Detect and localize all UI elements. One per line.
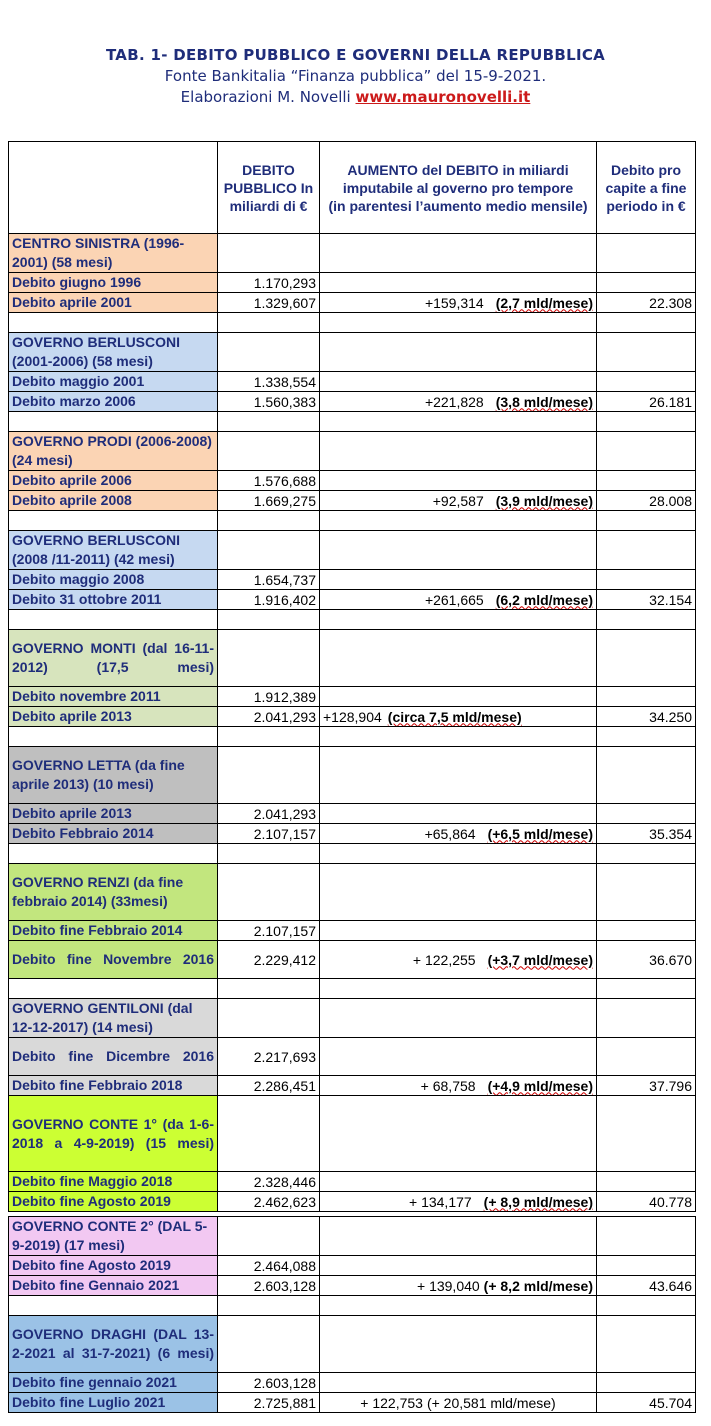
debt-value: 2.603,128 — [218, 1276, 320, 1296]
debt-value: 2.107,157 — [218, 824, 320, 844]
gov-title-row — [9, 234, 696, 273]
gov-title-row — [9, 747, 696, 804]
credit-line — [0, 88, 711, 106]
increase-value: +261,665 — [424, 591, 484, 608]
increase-value: +92,587 — [432, 492, 484, 509]
pro-capite-value: 36.670 — [597, 941, 696, 979]
debt-value: 2.286,451 — [218, 1076, 320, 1096]
table-row — [9, 471, 696, 491]
increase-value: +221,828 — [424, 393, 484, 410]
debt-value: 2.328,446 — [218, 1172, 320, 1192]
row-label: Debito fine Gennaio 2021 — [9, 1276, 218, 1296]
monthly-increase: (+ 8,9 mld/mese) — [483, 1193, 593, 1210]
header-aumento-note: (in parentesi l’aumento medio mensile) — [328, 197, 588, 214]
table-row — [9, 1276, 696, 1296]
credit-text: Elaborazioni M. Novelli — [180, 88, 351, 106]
row-label: Debito aprile 2008 — [9, 491, 218, 511]
table-row — [9, 1192, 696, 1212]
gov-title-row — [9, 999, 696, 1038]
row-label: Debito fine Novembre 2016 — [9, 941, 218, 979]
gov-title-row — [9, 333, 696, 372]
row-label: Debito marzo 2006 — [9, 392, 218, 412]
header-aumento-main: AUMENTO del DEBITO in miliardi imputabile al governo pro tempore — [342, 161, 574, 196]
table-row — [9, 1076, 696, 1096]
row-label: Debito maggio 2008 — [9, 570, 218, 590]
row-label: Debito aprile 2006 — [9, 471, 218, 491]
row-label: Debito fine gennaio 2021 — [9, 1373, 218, 1393]
website-link[interactable]: www.mauronovelli.it — [355, 88, 531, 106]
spacer-row — [9, 313, 696, 333]
row-label: Debito 31 ottobre 2011 — [9, 590, 218, 610]
debt-value: 2.464,088 — [218, 1256, 320, 1276]
increase-value: +159,314 — [424, 294, 484, 311]
debt-value: 2.041,293 — [218, 707, 320, 727]
row-label: Debito fine Luglio 2021 — [9, 1393, 218, 1413]
debt-value: 1.916,402 — [218, 590, 320, 610]
increase-value: + 68,758 — [420, 1077, 476, 1094]
increase-value: +65,864 — [424, 825, 476, 842]
table-row — [9, 491, 696, 511]
debt-value: 2.107,157 — [218, 921, 320, 941]
pro-capite-value: 22.308 — [597, 293, 696, 313]
table-row — [9, 1373, 696, 1393]
table-row — [9, 707, 696, 727]
table-row — [9, 1038, 696, 1076]
table-row — [9, 273, 696, 293]
table-header-row — [9, 142, 696, 234]
debt-value: 1.654,737 — [218, 570, 320, 590]
increase-value: +128,904 — [323, 708, 382, 725]
table-row — [9, 1172, 696, 1192]
pro-capite-value: 43.646 — [597, 1276, 696, 1296]
row-label: Debito fine Maggio 2018 — [9, 1172, 218, 1192]
table-row — [9, 372, 696, 392]
table-row — [9, 1393, 696, 1413]
monthly-increase: (circa 7,5 mld/mese) — [387, 708, 522, 725]
row-label: Debito fine Febbraio 2014 — [9, 921, 218, 941]
row-label: Debito novembre 2011 — [9, 687, 218, 707]
table-row — [9, 392, 696, 412]
row-label: Debito maggio 2001 — [9, 372, 218, 392]
gov-title-row — [9, 531, 696, 570]
spacer-row — [9, 727, 696, 747]
debt-table-part2 — [8, 1216, 696, 1413]
pro-capite-value: 26.181 — [597, 392, 696, 412]
debt-value: 1.669,275 — [218, 491, 320, 511]
header-pro-capite: Debito pro capite a fine periodo in € — [597, 142, 696, 234]
debt-value: 1.329,607 — [218, 293, 320, 313]
pro-capite-value: 32.154 — [597, 590, 696, 610]
gov-title: GOVERNO BERLUSCONI (2001-2006) (58 mesi) — [9, 333, 218, 372]
header-aumento — [320, 142, 597, 234]
row-label: Debito fine Febbraio 2018 — [9, 1076, 218, 1096]
gov-title: GOVERNO MONTI (dal 16-11-2012) (17,5 mesi) — [9, 630, 218, 687]
monthly-increase: (2,7 mld/mese) — [495, 294, 593, 311]
row-label: Debito aprile 2013 — [9, 804, 218, 824]
debt-value: 1.338,554 — [218, 372, 320, 392]
monthly-increase: (3,9 mld/mese) — [495, 492, 593, 509]
row-label: Debito aprile 2001 — [9, 293, 218, 313]
spacer-row — [9, 844, 696, 864]
table-title: TAB. 1- DEBITO PUBBLICO E GOVERNI DELLA REPUBBLICA — [105, 46, 606, 64]
table-row — [9, 804, 696, 824]
gov-title: GOVERNO CONTE 1° (da 1-6-2018 a 4-9-2019) (15 mesi) — [9, 1096, 218, 1172]
increase-value: + 134,177 — [409, 1193, 472, 1210]
gov-title-row — [9, 1217, 696, 1256]
gov-title: GOVERNO LETTA (da fine aprile 2013) (10 mesi) — [9, 747, 218, 804]
gov-title-row — [9, 432, 696, 471]
monthly-increase: (+4,9 mld/mese) — [487, 1077, 593, 1094]
debt-value: 2.462,623 — [218, 1192, 320, 1212]
debt-value: 2.041,293 — [218, 804, 320, 824]
table-row — [9, 1256, 696, 1276]
debt-value: 1.560,383 — [218, 392, 320, 412]
pro-capite-value: 28.008 — [597, 491, 696, 511]
header-empty-cell — [9, 142, 218, 234]
gov-title: CENTRO SINISTRA (1996-2001) (58 mesi) — [9, 234, 218, 273]
row-label: Debito giugno 1996 — [9, 273, 218, 293]
table-row — [9, 921, 696, 941]
gov-title: GOVERNO BERLUSCONI (2008 /11-2011) (42 mesi) — [9, 531, 218, 570]
gov-title-row — [9, 1316, 696, 1373]
row-label: Debito fine Agosto 2019 — [9, 1192, 218, 1212]
spacer-row — [9, 511, 696, 531]
gov-title: GOVERNO GENTILONI (dal 12-12-2017) (14 mesi) — [9, 999, 218, 1038]
gov-title-row — [9, 864, 696, 921]
debt-value: 2.229,412 — [218, 941, 320, 979]
debt-value: 2.603,128 — [218, 1373, 320, 1393]
row-label: Debito aprile 2013 — [9, 707, 218, 727]
table-row — [9, 570, 696, 590]
increase-value: + 122,255 — [412, 951, 476, 968]
table-row — [9, 293, 696, 313]
gov-title: GOVERNO PRODI (2006-2008) (24 mesi) — [9, 432, 218, 471]
monthly-increase: (+6,5 mld/mese) — [487, 825, 593, 842]
spacer-row — [9, 412, 696, 432]
gov-title-row — [9, 1096, 696, 1172]
gov-title: GOVERNO DRAGHI (DAL 13-2-2021 al 31-7-2021) (6 mesi) — [9, 1316, 218, 1373]
source-line: Fonte Bankitalia “Finanza pubblica” del 15-9-2021. — [164, 67, 547, 85]
monthly-increase: (+ 20,581 mld/mese) — [426, 1394, 556, 1411]
pro-capite-value: 40.778 — [597, 1192, 696, 1212]
gov-title: GOVERNO RENZI (da fine febbraio 2014) (33mesi) — [9, 864, 218, 921]
table-row — [9, 941, 696, 979]
table-row — [9, 590, 696, 610]
row-label: Debito Febbraio 2014 — [9, 824, 218, 844]
pro-capite-value: 45.704 — [597, 1393, 696, 1413]
monthly-increase: (+ 8,2 mld/mese) — [483, 1277, 593, 1294]
debt-table-part1 — [8, 141, 696, 1212]
pro-capite-value: 34.250 — [597, 707, 696, 727]
header-debito: DEBITO PUBBLICO In miliardi di € — [218, 142, 320, 234]
gov-title-row — [9, 630, 696, 687]
debt-value: 1.576,688 — [218, 471, 320, 491]
pro-capite-value: 37.796 — [597, 1076, 696, 1096]
debt-value: 2.217,693 — [218, 1038, 320, 1076]
row-label: Debito fine Dicembre 2016 — [9, 1038, 218, 1076]
debt-value: 1.912,389 — [218, 687, 320, 707]
table-row — [9, 824, 696, 844]
debt-value: 2.725,881 — [218, 1393, 320, 1413]
debt-value: 1.170,293 — [218, 273, 320, 293]
monthly-increase: (6,2 mld/mese) — [495, 591, 593, 608]
spacer-row — [9, 979, 696, 999]
pro-capite-value: 35.354 — [597, 824, 696, 844]
row-label: Debito fine Agosto 2019 — [9, 1256, 218, 1276]
gov-title: GOVERNO CONTE 2° (DAL 5-9-2019) (17 mesi) — [9, 1217, 218, 1256]
spacer-row — [9, 610, 696, 630]
monthly-increase: (3,8 mld/mese) — [495, 393, 593, 410]
table-row — [9, 687, 696, 707]
monthly-increase: (+3,7 mld/mese) — [487, 951, 593, 968]
spacer-row — [9, 1296, 696, 1316]
increase-value: + 122,753 — [360, 1394, 423, 1411]
increase-value: + 139,040 — [417, 1277, 480, 1294]
